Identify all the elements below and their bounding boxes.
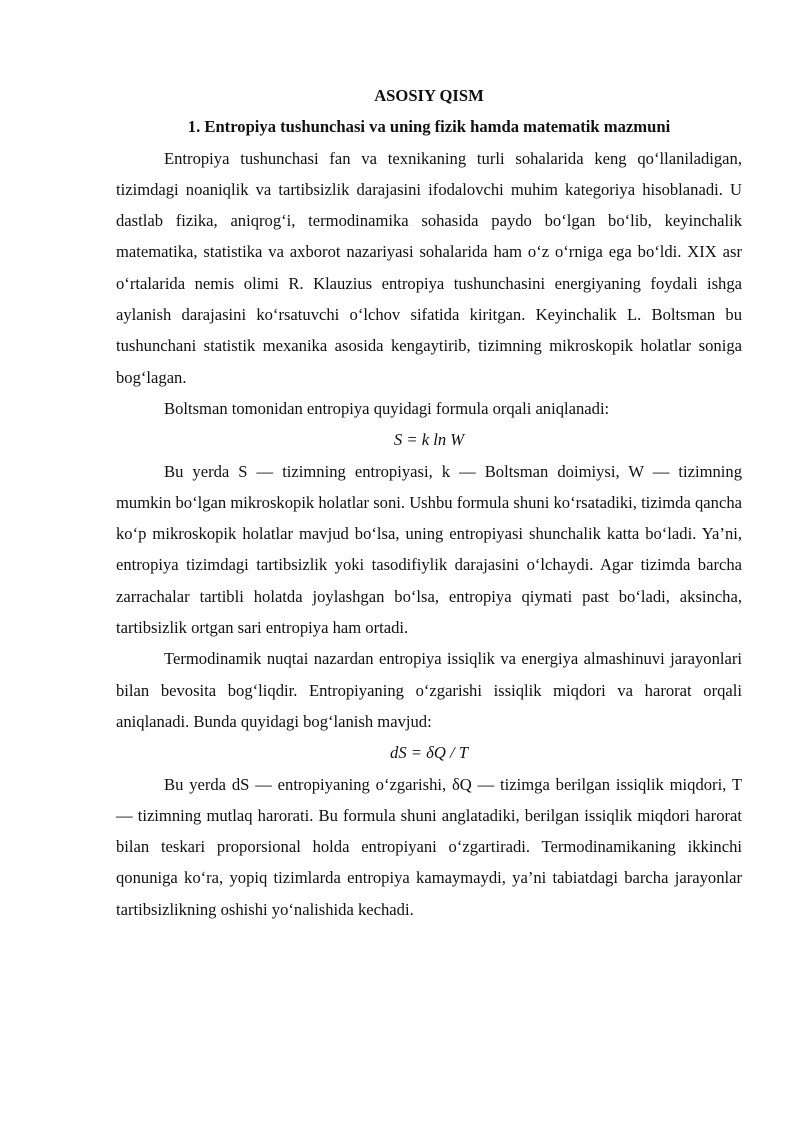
formula-clausius: dS = δQ / T — [390, 743, 468, 763]
paragraph-intro: Entropiya tushunchasi fan va texnikaning turli sohalarida keng qo‘llaniladigan, tizimdagi noaniqlik va tartibsizlik darajasini ifodalovchi muhim kategoriya hisoblanadi. U dastlab fizika, aniqrog‘i, termodinamika sohasida paydo bo‘lgan bo‘lib, keyinchalik matematika, statistika va axborot nazariyasi sohalarida ham o‘z o‘rniga ega bo‘ldi. XIX asr o‘rtalarida nemis olimi R. Klauzius entropiya tushunchasini energiyaning foydali ishga aylanish darajasini ko‘rsatuvchi o‘lchov sifatida kiritgan. Keyinchalik L. Boltsman bu tushunchani statistik mexanika asosida kengaytirib, tizimning mikroskopik holatlar soniga bog‘lagan. — [116, 148, 742, 387]
paragraph-thermodynamic-lead: Termodinamik nuqtai nazardan entropiya issiqlik va energiya almashinuvi jarayonlari bilan bevosita bog‘liqdir. Entropiyaning o‘zgarishi issiqlik miqdori va harorat orqali aniqlanadi. Bunda quyidagi bog‘lanish mavjud: — [116, 649, 742, 731]
formula-boltzmann: S = k ln W — [393, 430, 465, 450]
section-title: ASOSIY QISM — [374, 86, 484, 105]
paragraph-boltzmann-lead: Boltsman tomonidan entropiya quyidagi formula orqali aniqlanadi: — [164, 398, 610, 418]
subsection-title: 1. Entropiya tushunchasi va uning fizik hamda matematik mazmuni — [187, 117, 671, 137]
paragraph-clausius-explanation: Bu yerda dS — entropiyaning o‘zgarishi, δQ — tizimga berilgan issiqlik miqdori, T — tizimning mutlaq harorati. Bu formula shuni anglatadiki, berilgan issiqlik miqdori harorat bilan teskari proporsional holda entropiyani o‘zgartiradi. Termodinamikaning ikkinchi qonuniga ko‘ra, yopiq tizimlarda entropiya kamaymaydi, ya’ni tabiatdagi barcha jarayonlar tartibsizlikning oshishi yo‘nalishida kechadi. — [116, 774, 742, 919]
paragraph-boltzmann-explanation: Bu yerda S — tizimning entropiyasi, k — Boltsman doimiysi, W — tizimning mumkin bo‘lgan mikroskopik holatlar soni. Ushbu formula shuni ko‘rsatadiki, tizimda qancha ko‘p mikroskopik holatlar mavjud bo‘lsa, uning entropiyasi shunchalik katta bo‘ladi. Ya’ni, entropiya tizimdagi tartibsizlik yoki tasodifiylik darajasini o‘lchaydi. Agar tizimda barcha zarrachalar tartibli holatda joylashgan bo‘lsa, entropiya qiymati past bo‘ladi, aksincha, tartibsizlik ortgan sari entropiya ham ortadi. — [116, 461, 742, 638]
